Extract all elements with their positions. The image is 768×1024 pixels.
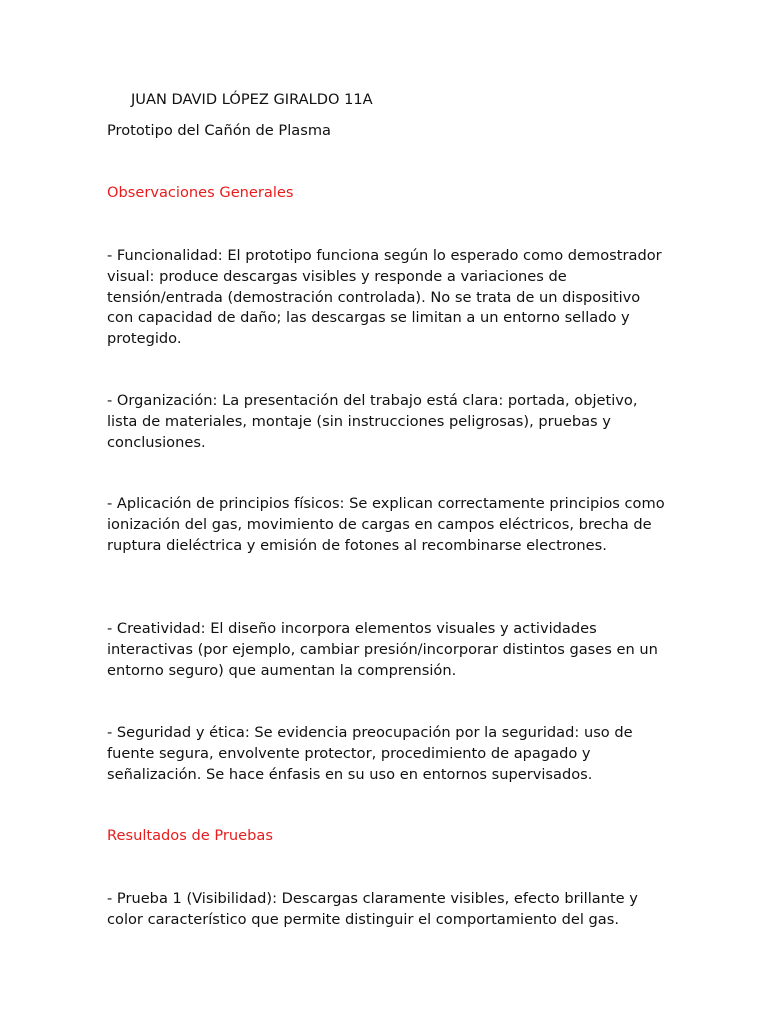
observation-paragraph: - Creatividad: El diseño incorpora elementos visuales y actividades interactivas (por ejemplo, cambiar presión/incorporar distintos gases en un entorno seguro) que aumentan la comprensión.	[107, 620, 658, 679]
document-subtitle: Prototipo del Cañón de Plasma	[107, 122, 331, 139]
observation-paragraph: - Aplicación de principios físicos: Se explican correctamente principios como ionización del gas, movimiento de cargas en campos eléctricos, brecha de ruptura dieléctrica y emisión de fotones al recombinarse electrones.	[107, 495, 665, 554]
observations-heading: Observaciones Generales	[107, 184, 294, 201]
result-paragraph: - Prueba 1 (Visibilidad): Descargas claramente visibles, efecto brillante y color característico que permite distinguir el comportamiento del gas.	[107, 890, 638, 928]
observation-paragraph: - Organización: La presentación del trabajo está clara: portada, objetivo, lista de materiales, montaje (sin instrucciones peligrosas), pruebas y conclusiones.	[107, 392, 638, 451]
observation-paragraph: - Seguridad y ética: Se evidencia preocupación por la seguridad: uso de fuente segura, envolvente protector, procedimiento de apagado y señalización. Se hace énfasis en su uso en entornos supervisados.	[107, 724, 633, 783]
results-heading: Resultados de Pruebas	[107, 827, 273, 844]
observation-paragraph: - Funcionalidad: El prototipo funciona según lo esperado como demostrador visual: produce descargas visibles y responde a variaciones de tensión/entrada (demostración controlada). No se trata de un dispositivo con capacidad de daño; las descargas se limitan a un entorno sellado y protegido.	[107, 247, 662, 348]
author-line: JUAN DAVID LÓPEZ GIRALDO 11A	[131, 91, 373, 108]
